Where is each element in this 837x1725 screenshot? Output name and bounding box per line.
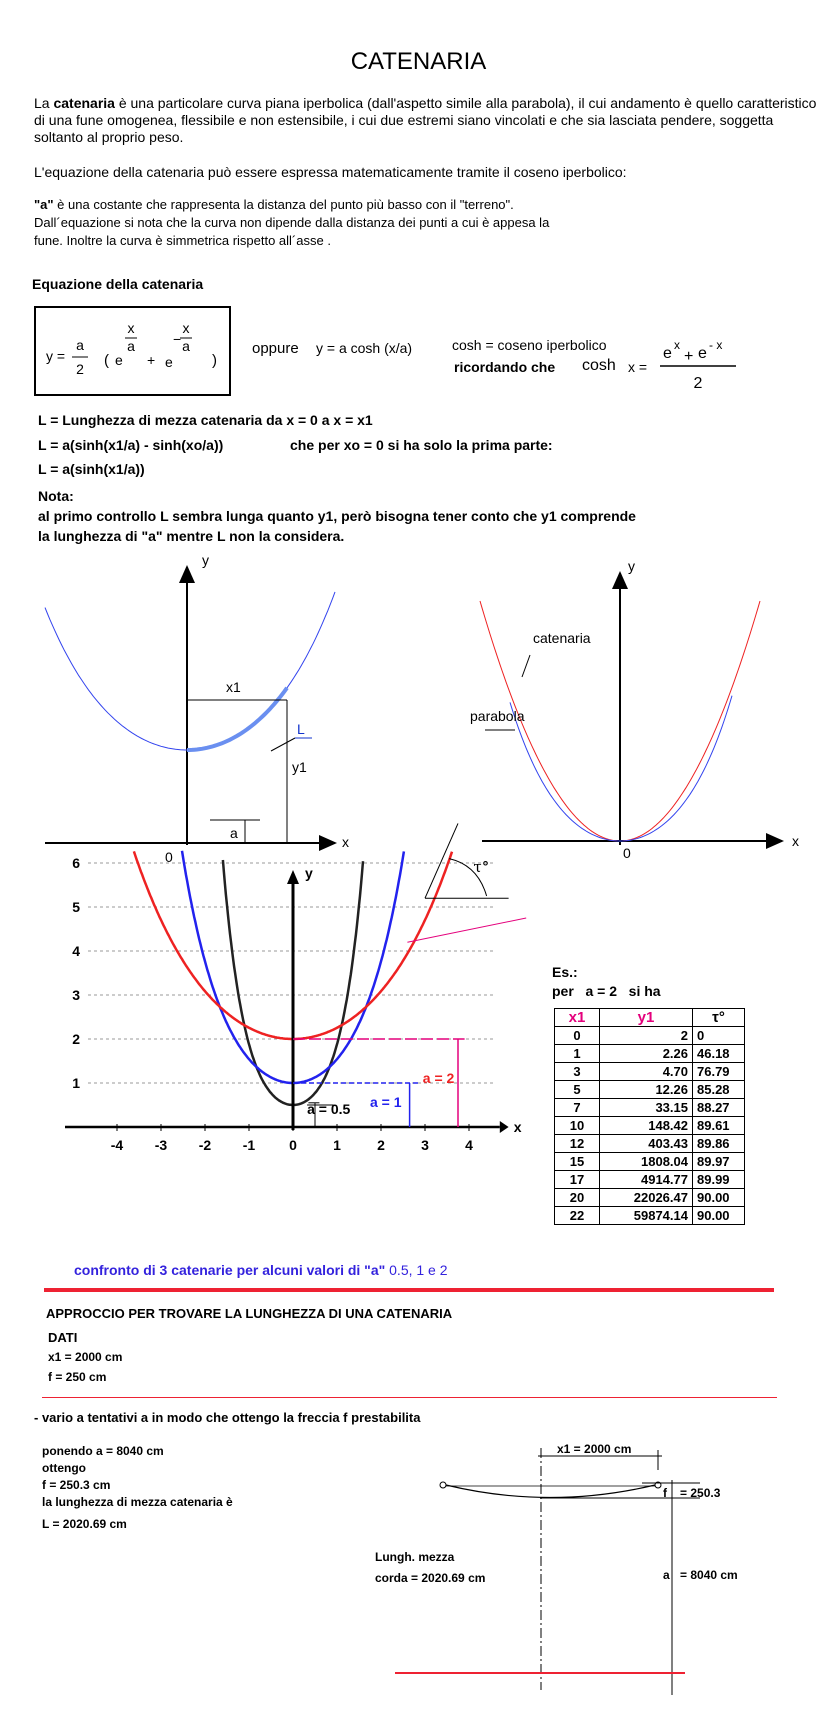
label-a05: a = 0.5 [307,1100,351,1117]
cosh-fraction [658,336,768,396]
L-note-right: che per xo = 0 si ha solo la prima parte: [290,437,553,453]
chart-x-tick-label: 1 [333,1137,341,1153]
a-def-line2: Dall´equazione si nota che la curva non dipende dalla distanza dei punti a cui è appesa la [34,215,550,230]
chart-x-tick-label: -3 [154,1137,168,1153]
formula-svg [36,308,233,398]
table-cell-y1: 4.70 [600,1063,693,1081]
cosh-exp2: - x [709,338,723,352]
chart-y-tick-label: 6 [72,855,80,871]
table-cell-x1: 7 [555,1099,600,1117]
cosh-plus: + [684,348,694,365]
L-line-1: L = Lunghezza di mezza catenaria da x = 0 a x = x1 [38,412,373,428]
table-cell-x1: 5 [555,1081,600,1099]
diagram-catenary-length [40,552,380,865]
d1-x1-label: x1 [226,679,241,695]
table-cell-x1: 17 [555,1171,600,1189]
table-row [555,1153,745,1171]
chart-x-arrow [500,1121,509,1133]
fig-lungh-2: corda = 2020.69 cm [375,1571,486,1585]
chart-y-tick-label: 4 [72,943,80,959]
formula-lhs: y = [46,348,66,364]
result-line-2: ottengo [42,1461,86,1475]
nota-line-1: al primo controllo L sembra lunga quanto y1, però bisogna tener conto che y1 comprende [38,508,636,524]
table-cell-x1: 0 [555,1027,600,1045]
table-row [555,1027,745,1045]
approach-result [42,1443,233,1533]
d1-a-label: a [230,825,238,841]
table-cell-y1: 403.43 [600,1135,693,1153]
table-cell-x1: 1 [555,1045,600,1063]
intro-prefix: La [34,95,54,111]
d1-L-label: L [297,721,305,737]
chart-caption-main: confronto di 3 catenarie per alcuni valori di "a" [74,1262,386,1278]
a-def-line3: fune. Inoltre la curva è simmetrica rispetto all´asse . [34,233,331,248]
intro-text: è una particolare curva piana iperbolica (dall'aspetto simile alla parabola), il cui andamento è quello caratteristico di una fune omogenea, flessibile e non estensibile, i cui due estremi siano vincolati e che sia lasciata pendere, soggetta soltanto al proprio peso. [34,95,817,145]
example-es: Es.: [552,964,578,980]
table-row [555,1207,745,1225]
d2-x-label: x [792,833,799,849]
table-cell-tau: 88.27 [693,1099,745,1117]
a-definition [34,196,634,250]
table-cell-x1: 12 [555,1135,600,1153]
table-cell-tau: 89.97 [693,1153,745,1171]
chart-y-tick-label: 2 [72,1031,80,1047]
chart-tick-labels [72,855,522,1153]
fig-left-support [440,1482,446,1488]
table-cell-tau: 46.18 [693,1045,745,1063]
table-cell-x1: 10 [555,1117,600,1135]
cosh-e1: e [663,345,672,362]
fig-a-label: a [663,1568,670,1582]
table-cell-tau: 90.00 [693,1207,745,1225]
formula-plus: + [147,352,156,368]
table-cell-y1: 59874.14 [600,1207,693,1225]
equation-heading: Equazione della catenaria [32,276,204,292]
chart-axes [65,870,509,1133]
table-header-row [555,1009,745,1027]
chart-y-tick-label: 5 [72,899,80,915]
fig-lungh-1: Lungh. mezza [375,1550,455,1564]
chart-annotations [293,823,526,1127]
alt-form: y = a cosh (x/a) [316,340,413,356]
table-cell-tau: 89.86 [693,1135,745,1153]
cosh-definition: cosh = coseno iperbolico [452,337,607,353]
a-term: "a" [34,197,54,212]
chart-caption-values: 0.5, 1 e 2 [389,1262,448,1278]
result-line-3: f = 250.3 cm [42,1478,111,1492]
formula-rpar: ) [212,352,217,369]
table-header-x1: x1 [555,1009,600,1027]
d2-catenaria-label: catenaria [533,630,591,646]
table-row [555,1063,745,1081]
formula-minus: − [173,331,182,347]
table-cell-y1: 148.42 [600,1117,693,1135]
table-row [555,1045,745,1063]
table-cell-x1: 22 [555,1207,600,1225]
d2-catenaria-leader [522,655,530,677]
d2-parabola-label: parabola [470,708,525,724]
table-cell-tau: 0 [693,1027,745,1045]
diagram-catenary-vs-parabola [470,555,810,861]
chart-y-tick-label: 1 [72,1075,80,1091]
table-cell-y1: 22026.47 [600,1189,693,1207]
table-cell-x1: 15 [555,1153,600,1171]
d2-y-label: y [628,558,635,574]
table-row [555,1081,745,1099]
chart-y-label: y [305,865,313,881]
approach-x1: x1 = 2000 cm [48,1350,123,1364]
result-line-4: la lunghezza di mezza catenaria è [42,1495,233,1509]
table-row [555,1189,745,1207]
intro-term: catenaria [53,95,115,111]
table-cell-y1: 33.15 [600,1099,693,1117]
table-cell-y1: 1808.04 [600,1153,693,1171]
chart-y-tick-label: 3 [72,987,80,1003]
red-separator [44,1288,774,1292]
table-cell-x1: 20 [555,1189,600,1207]
chart-x-tick-label: -1 [242,1137,256,1153]
nota-title: Nota: [38,488,74,504]
a-def-line1: è una costante che rappresenta la distanza del punto più basso con il "terreno". [53,197,514,212]
d1-catenary-curve [45,592,335,750]
table-cell-y1: 12.26 [600,1081,693,1099]
chart-x-tick-label: -4 [110,1137,124,1153]
ricordando-text: ricordando che [454,359,556,375]
label-a1: a = 1 [370,1094,402,1111]
cosh-exp1: x [674,338,680,352]
d1-y-label: y [202,552,209,568]
chart-caption [74,1262,448,1278]
tangent-line [425,823,458,898]
table-cell-y1: 4914.77 [600,1171,693,1189]
table-cell-x1: 3 [555,1063,600,1081]
chart-y-arrow [287,870,299,884]
table-row [555,1117,745,1135]
chart-x-tick-label: 2 [377,1137,385,1153]
table-cell-y1: 2.26 [600,1045,693,1063]
approach-heading: APPROCCIO PER TROVARE LA LUNGHEZZA DI UNA CATENARIA [46,1306,453,1321]
formula-den: 2 [76,361,84,377]
d2-zero: 0 [623,845,631,861]
formula-lpar: ( [104,352,109,369]
intro-paragraph [34,95,824,146]
table-header-tau: τ° [693,1009,745,1027]
page-title: CATENARIA [350,48,487,75]
equation-intro: L'equazione della catenaria può essere espressa matematicamente tramite il coseno iperbolico: [34,164,627,180]
chart-x-tick-label: 4 [465,1137,473,1153]
approach-dati: DATI [48,1330,78,1345]
d1-zero: 0 [165,849,173,865]
table-cell-tau: 85.28 [693,1081,745,1099]
catenary-comparison-chart [60,855,580,1270]
fig-f-value: = 250.3 [680,1486,721,1500]
table-cell-y1: 2 [600,1027,693,1045]
formula-exp2-num: x [182,320,190,336]
formula-exp1-num: x [127,320,135,336]
table-cell-tau: 89.99 [693,1171,745,1189]
formula-exp1-den: a [127,338,135,354]
L-line-2: L = a(sinh(x1/a) - sinh(xo/a)) [38,437,224,453]
table-cell-tau: 90.00 [693,1189,745,1207]
label-tau: τ° [473,857,490,876]
chart-x-tick-label: 0 [289,1137,297,1153]
cosh-den: 2 [693,375,703,392]
table-row [555,1171,745,1189]
formula-e2: e [165,354,173,370]
fig-f-label: f [663,1486,667,1500]
nota-text [38,506,636,546]
table-header-y1: y1 [600,1009,693,1027]
cosh-e2: e [698,345,707,362]
formula-exp2-den: a [182,338,190,354]
cosh-x: x = [628,359,648,375]
table-cell-tau: 76.79 [693,1063,745,1081]
fig-a-value: = 8040 cm [680,1568,738,1582]
label-a2: a = 2 [422,1070,455,1086]
thin-red-separator [42,1397,777,1398]
result-line-1: ponendo a = 8040 cm [42,1444,164,1458]
table-row [555,1099,745,1117]
formula-num: a [76,337,84,353]
cosh-word: cosh [582,357,616,374]
span-sag-figure [375,1440,830,1700]
table-cell-tau: 89.61 [693,1117,745,1135]
chart-x-tick-label: 3 [421,1137,429,1153]
nota-line-2: la lunghezza di "a" mentre L non la considera. [38,528,345,544]
fig-cable [446,1485,655,1498]
approach-vario: - vario a tentativi a in modo che ottengo la freccia f prestabilita [34,1410,421,1425]
example-per: per a = 2 si ha [552,983,661,999]
approach-f: f = 250 cm [48,1370,107,1384]
oppure-text: oppure [252,340,299,357]
result-line-5: L = 2020.69 cm [42,1517,127,1531]
d1-x-label: x [342,834,349,850]
L-line-3: L = a(sinh(x1/a)) [38,461,145,477]
d1-L-leader [271,738,295,751]
formula-box [34,306,231,396]
example-table [554,1008,745,1225]
d1-y1-label: y1 [292,759,307,775]
chart-x-label: x [513,1119,522,1135]
d1-length-highlight [187,688,287,750]
fig-x1-label: x1 = 2000 cm [557,1442,632,1456]
table-row [555,1135,745,1153]
formula-e1: e [115,352,123,368]
chart-x-tick-label: -2 [198,1137,212,1153]
